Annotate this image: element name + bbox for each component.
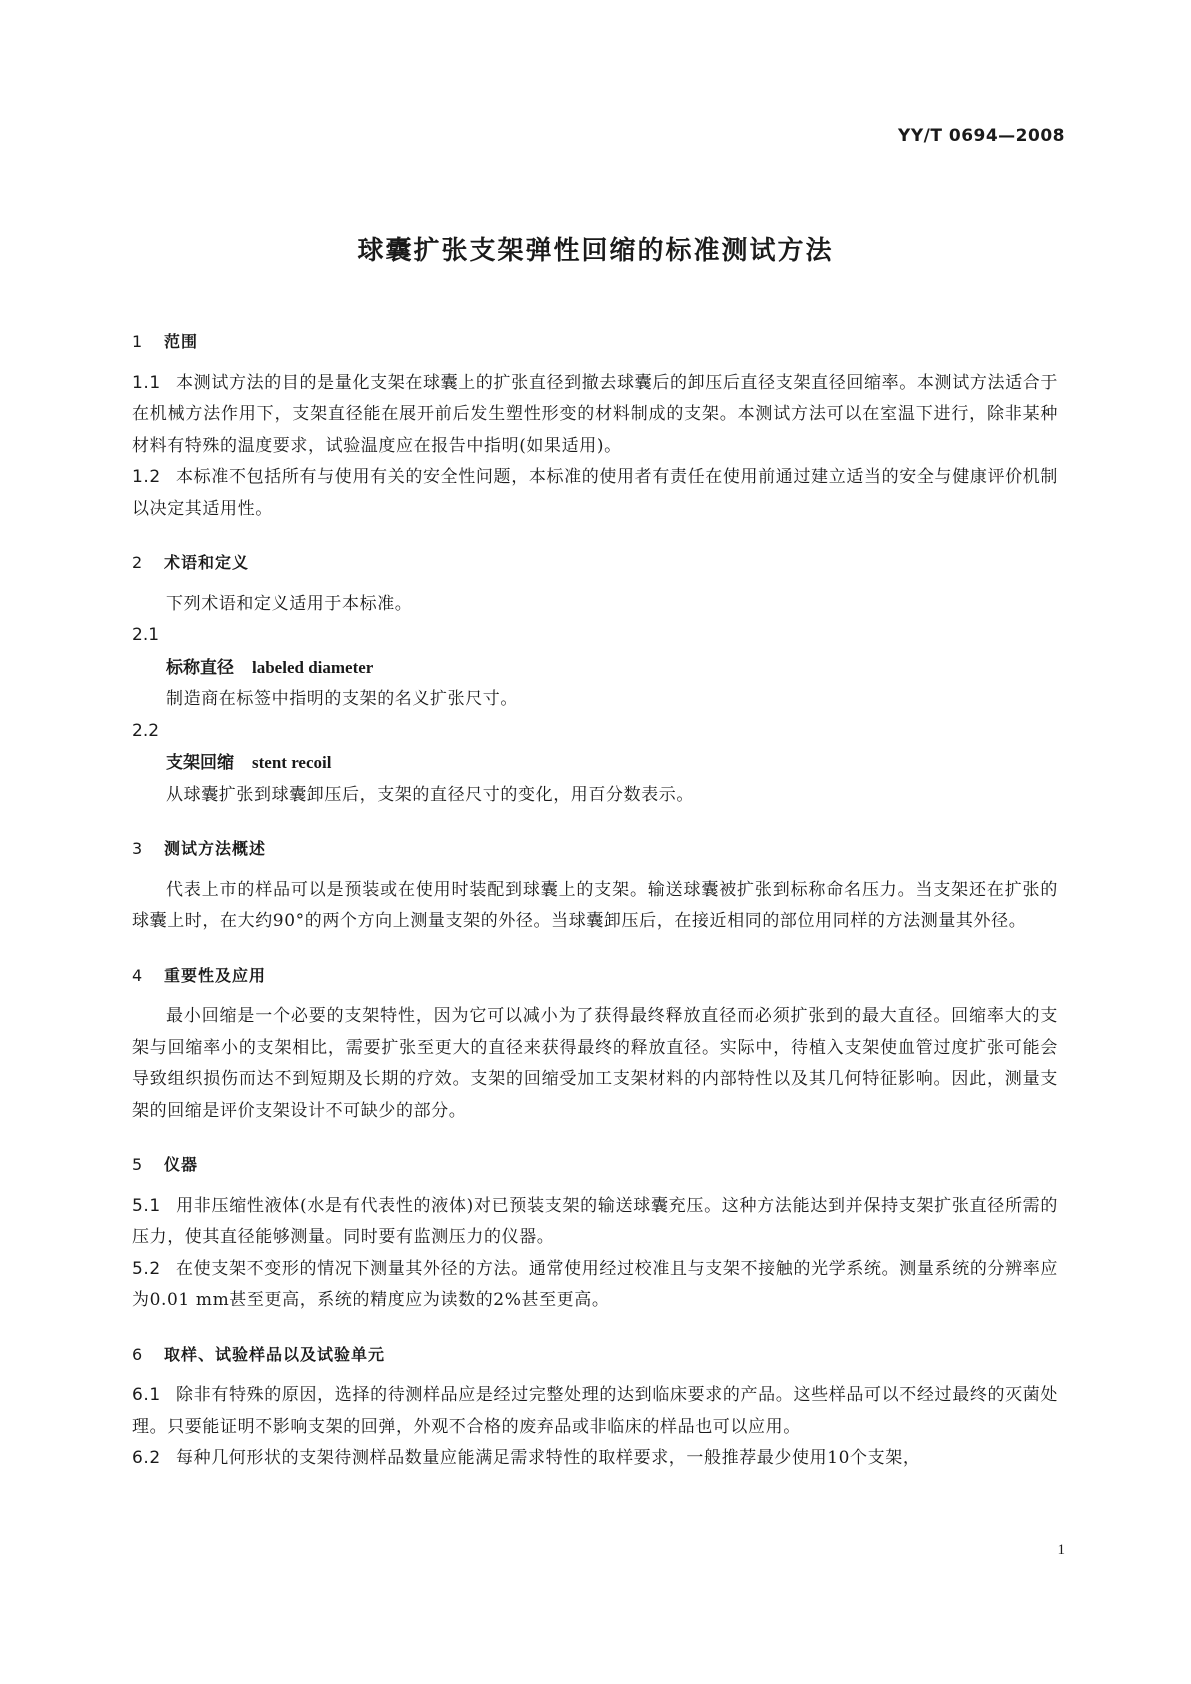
section-number: 2: [132, 553, 144, 572]
term-chinese: 支架回缩: [166, 753, 234, 773]
clause-text: 本标准不包括所有与使用有关的安全性问题，本标准的使用者有责任在使用前通过建立适当的安全与健康评价机制以决定其适用性。: [132, 467, 1058, 519]
clause-text: 除非有特殊的原因，选择的待测样品应是经过完整处理的达到临床要求的产品。这些样品可以不经过最终的灭菌处理。只要能证明不影响支架的回弹，外观不合格的废弃品或非临床的样品也可以应用。: [132, 1385, 1058, 1437]
section-title: 术语和定义: [164, 553, 250, 572]
clause-5-2: [132, 1254, 1058, 1317]
section-heading-2: [132, 547, 1058, 579]
section-number: 3: [132, 839, 144, 858]
term-definition: 从球囊扩张到球囊卸压后，支架的直径尺寸的变化，用百分数表示。: [166, 784, 694, 805]
section-title: 范围: [164, 332, 199, 351]
term-definition: 制造商在标签中指明的支架的名义扩张尺寸。: [166, 689, 518, 709]
section-number: 4: [132, 965, 144, 985]
section-number: 6: [132, 1344, 144, 1364]
term-english: stent recoil: [252, 753, 332, 772]
section-heading-1: [132, 326, 1058, 358]
clause-1-2: [132, 462, 1058, 525]
section-paragraph: 最小回缩是一个必要的支架特性，因为它可以减小为了获得最终释放直径而必须扩张到的最大直径。回缩率大的支架与回缩率小的支架相比，需要扩张至更大的直径来获得最终的释放直径。实际中，待植入支架使血管过度扩张可能会导致组织损伤而达不到短期及长期的疗效。支架的回缩受加工支架材料的内部特性以及其几何特征影响。因此，测量支架的回缩是评价支架设计不可缺少的部分。: [132, 1006, 1058, 1121]
section-number: 5: [132, 1155, 144, 1174]
section-title: 测试方法概述: [164, 839, 267, 858]
clause-number: 5.1: [132, 1195, 161, 1216]
clause-number: 5.2: [132, 1258, 161, 1279]
section-heading-3: [132, 833, 1058, 865]
term-entry: [132, 652, 1058, 685]
term-chinese: 标称直径: [166, 657, 234, 678]
term-number: 2.1: [132, 625, 160, 645]
page-number: 1: [1057, 1542, 1065, 1558]
section-heading-4: [132, 960, 1058, 992]
section-title: 取样、试验样品以及试验单元: [164, 1344, 386, 1364]
document-title: 球囊扩张支架弹性回缩的标准测试方法: [357, 236, 834, 266]
clause-number: 6.1: [132, 1385, 161, 1405]
term-entry: [132, 747, 1058, 780]
section-number: 1: [132, 332, 144, 351]
section-title: 仪器: [164, 1155, 199, 1174]
terms-intro: 下列术语和定义适用于本标准。: [166, 593, 413, 614]
clause-5-1: [132, 1191, 1058, 1254]
document-body: [132, 326, 1058, 1475]
term-number: 2.2: [132, 720, 160, 741]
clause-number: 1.1: [132, 372, 161, 393]
section-heading-6: [132, 1339, 1058, 1371]
section-paragraph: 代表上市的样品可以是预装或在使用时装配到球囊上的支架。输送球囊被扩张到标称命名压力。当支架还在扩张的球囊上时，在大约90°的两个方向上测量支架的外径。当球囊卸压后，在接近相同的部位用同样的方法测量其外径。: [132, 879, 1058, 931]
section-title: 重要性及应用: [164, 965, 267, 985]
term-english: labeled diameter: [252, 657, 374, 677]
section-heading-5: [132, 1149, 1058, 1181]
clause-1-1: [132, 368, 1058, 463]
clause-number: 1.2: [132, 467, 161, 487]
clause-text: 在使支架不变形的情况下测量其外径的方法。通常使用经过校准且与支架不接触的光学系统。测量系统的分辨率应为0.01 mm甚至更高，系统的精度应为读数的2%甚至更高。: [132, 1258, 1058, 1310]
clause-text: 本测试方法的目的是量化支架在球囊上的扩张直径到撤去球囊后的卸压后直径支架直径回缩率。本测试方法适合于在机械方法作用下，支架直径能在展开前后发生塑性形变的材料制成的支架。本测试方法可以在室温下进行，除非某种材料有特殊的温度要求，试验温度应在报告中指明(如果适用)。: [132, 372, 1058, 456]
clause-number: 6.2: [132, 1448, 161, 1468]
clause-text: 每种几何形状的支架待测样品数量应能满足需求特性的取样要求，一般推荐最少使用10个支架，: [176, 1448, 921, 1468]
clause-6-1: [132, 1380, 1058, 1443]
clause-6-2: [132, 1443, 1058, 1475]
standard-code: YY/T 0694—2008: [898, 126, 1065, 146]
clause-text: 用非压缩性液体(水是有代表性的液体)对已预装支架的输送球囊充压。这种方法能达到并保持支架扩张直径所需的压力，使其直径能够测量。同时要有监测压力的仪器。: [132, 1195, 1058, 1247]
